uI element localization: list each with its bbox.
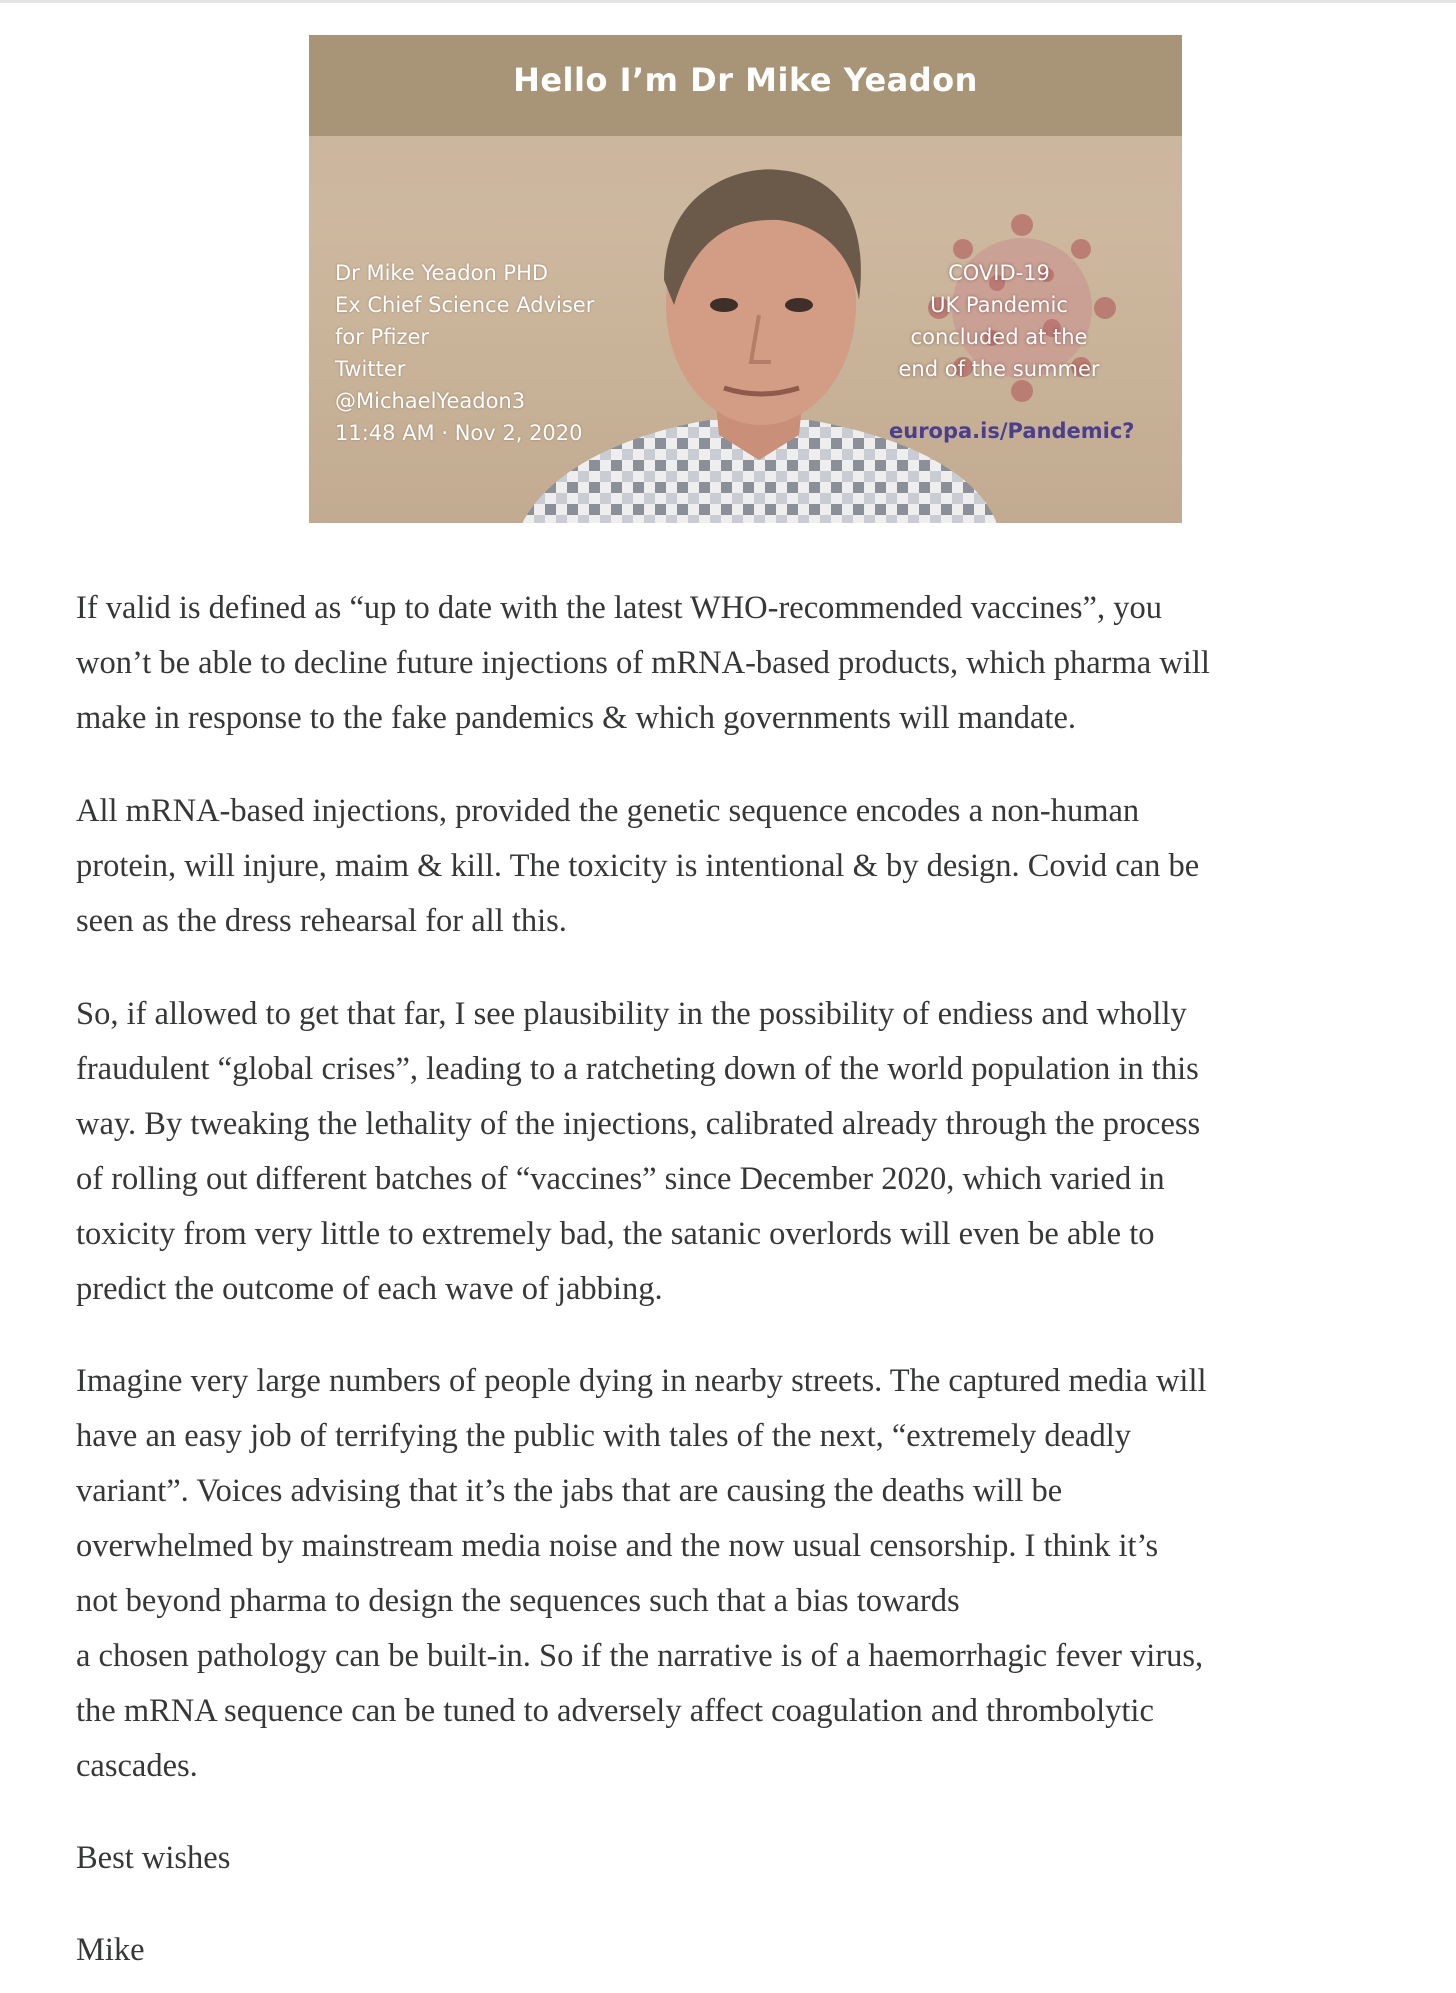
caption-line: end of the summer — [898, 357, 1100, 381]
text-line: make in response to the fake pandemics & which governments will mandate. — [76, 700, 1076, 736]
caption-line: Dr Mike Yeadon PHD — [335, 261, 549, 285]
caption-line: Ex Chief Science Adviser — [335, 293, 595, 317]
text-line: have an easy job of terrifying the public with tales of the next, “extremely deadly — [76, 1418, 1131, 1454]
text-line: Imagine very large numbers of people dying in nearby streets. The captured media will — [76, 1363, 1207, 1399]
video-thumbnail[interactable] — [309, 35, 1182, 523]
text-line: predict the outcome of each wave of jabbing. — [76, 1271, 663, 1307]
sign-off — [76, 1831, 1416, 1886]
text-line: So, if allowed to get that far, I see plausibility in the possibility of endiess and wholly — [76, 996, 1187, 1032]
text-line: toxicity from very little to extremely bad, the satanic overlords will even be able to — [76, 1216, 1155, 1252]
video-title: Hello I’m Dr Mike Yeadon — [513, 61, 978, 99]
paragraph-3 — [76, 987, 1416, 1317]
signature-name — [76, 1923, 1416, 1978]
caption-line: 11:48 AM · Nov 2, 2020 — [335, 421, 583, 445]
text-line: variant”. Voices advising that it’s the jabs that are causing the deaths will be — [76, 1473, 1063, 1509]
video-link-text: europa.is/Pandemic? — [889, 419, 1135, 443]
text-line: fraudulent “global crises”, leading to a ratcheting down of the world population in this — [76, 1051, 1199, 1087]
caption-line: UK Pandemic — [930, 293, 1068, 317]
top-divider — [0, 0, 1456, 3]
paragraph-1 — [76, 581, 1416, 746]
text-line: Best wishes — [76, 1840, 231, 1876]
text-line: a chosen pathology can be built-in. So if the narrative is of a haemorrhagic fever virus, — [76, 1638, 1204, 1674]
video-right-caption — [879, 257, 1119, 385]
caption-line: COVID-19 — [948, 261, 1050, 285]
text-line: seen as the dress rehearsal for all this. — [76, 903, 567, 939]
paragraph-4 — [76, 1354, 1416, 1794]
text-line: won’t be able to decline future injections of mRNA-based products, which pharma will — [76, 645, 1210, 681]
text-line: not beyond pharma to design the sequences such that a bias towards — [76, 1583, 960, 1619]
caption-line: @MichaelYeadon3 — [335, 389, 526, 413]
text-line: If valid is defined as “up to date with the latest WHO-recommended vaccines”, you — [76, 590, 1162, 626]
text-line: way. By tweaking the lethality of the injections, calibrated already through the process — [76, 1106, 1201, 1142]
text-line: overwhelmed by mainstream media noise and the now usual censorship. I think it’s — [76, 1528, 1159, 1564]
caption-line: for Pfizer — [335, 325, 430, 349]
caption-line: concluded at the — [910, 325, 1088, 349]
video-left-caption — [335, 257, 594, 449]
text-line: cascades. — [76, 1748, 198, 1784]
caption-line: Twitter — [335, 357, 406, 381]
text-line: protein, will injure, maim & kill. The toxicity is intentional & by design. Covid can be — [76, 848, 1200, 884]
text-line: All mRNA-based injections, provided the genetic sequence encodes a non-human — [76, 793, 1140, 829]
text-line: the mRNA sequence can be tuned to adversely affect coagulation and thrombolytic — [76, 1693, 1154, 1729]
text-line: Mike — [76, 1932, 145, 1968]
text-line: of rolling out different batches of “vaccines” since December 2020, which varied in — [76, 1161, 1165, 1197]
paragraph-2 — [76, 784, 1416, 949]
